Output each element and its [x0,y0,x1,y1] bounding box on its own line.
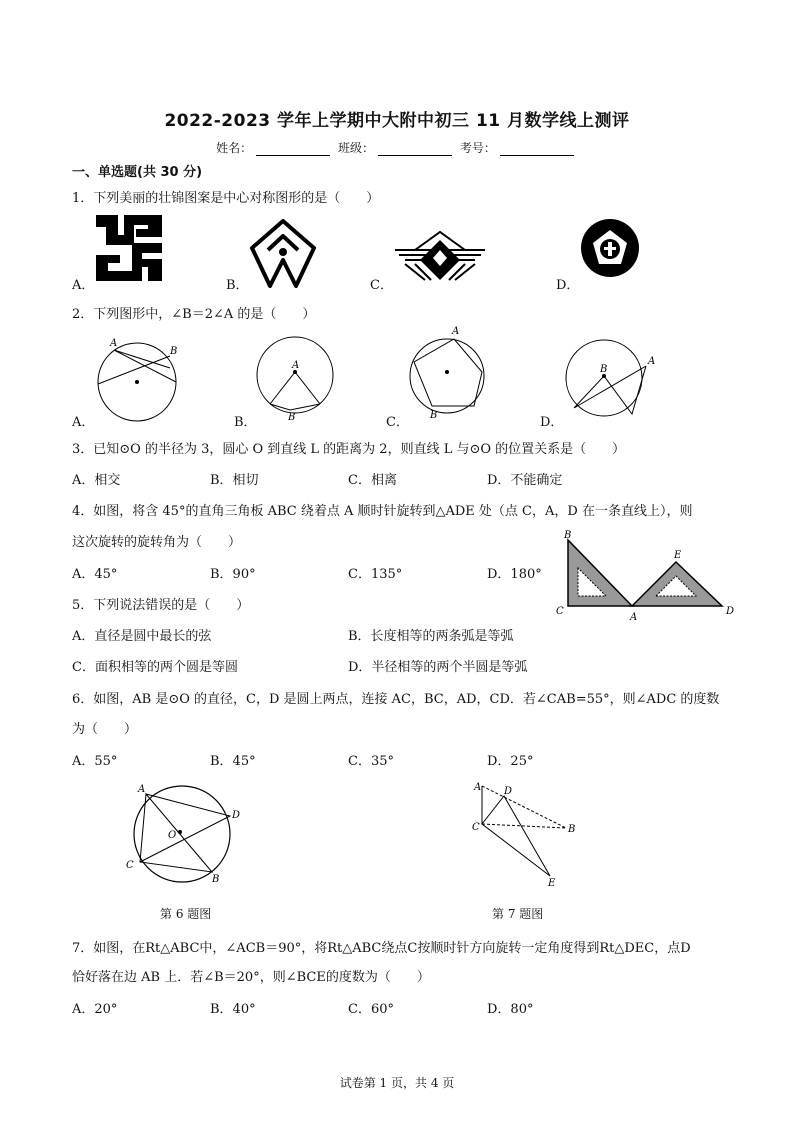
q4-point-a: A [630,612,638,623]
q2-label-b[interactable]: B． [234,415,257,430]
q1-label-a[interactable]: A． [72,278,95,293]
q2-label-d[interactable]: D． [540,415,564,430]
q6-point-b: B [212,874,220,885]
id-blank[interactable] [500,143,574,156]
q4-option-c[interactable]: C．135° [348,567,403,582]
q7-option-b[interactable]: B．40° [210,1002,256,1017]
q6-stem-line2: 为（ ） [72,722,138,737]
name-label: 姓名： [216,141,253,155]
section-heading: 一、单选题(共 30 分) [72,165,203,180]
q2-figure-c [404,324,490,420]
q2a-point-a: A [110,338,118,349]
q6-option-d[interactable]: D．25° [487,754,534,769]
q6-option-b[interactable]: B．45° [210,754,256,769]
name-blank[interactable] [256,143,330,156]
q7-figure [468,780,588,890]
q4-point-e: E [674,550,682,561]
q5-option-c[interactable]: C．面积相等的两个圆是等圆 [72,660,238,675]
fig7-caption: 第 7 题图 [492,907,544,921]
page-title: 2022-2023 学年上学期中大附中初三 11 月数学线上测评 [164,111,630,131]
q2c-point-b: B [430,410,438,420]
q4-figure [552,526,742,626]
q2-label-a[interactable]: A． [72,415,95,430]
q1-label-c[interactable]: C． [370,278,393,293]
q5-option-b[interactable]: B．长度相等的两条弧是等弧 [348,629,514,644]
q2d-point-b: B [600,364,608,375]
q2-figure-b [252,330,338,420]
q4-stem-line1: 4．如图，将含 45°的直角三角板 ABC 绕着点 A 顺时针旋转到△ADE 处（点 C，A，D 在一条直线上），则 [72,504,693,519]
q2d-point-a: A [648,356,656,367]
class-blank[interactable] [378,143,452,156]
q7-stem-line1: 7．如图，在Rt△ABC中，∠ACB＝90°，将Rt△ABC绕点C按顺时针方向旋转一定角度得到Rt△DEC，点D [72,941,691,956]
q2b-point-a: A [292,360,300,371]
class-label: 班级： [337,141,374,155]
q1-label-d[interactable]: D． [556,278,580,293]
q3-option-b[interactable]: B．相切 [210,473,259,488]
q4-option-a[interactable]: A．45° [72,567,118,582]
q1-label-b[interactable]: B． [226,278,249,293]
q4-point-b: B [564,530,572,541]
q4-point-d: D [726,606,735,617]
q4-stem-line2: 这次旋转的旋转角为（ ） [72,535,242,550]
id-label: 考号： [459,141,496,155]
q2-figure-a [92,332,182,422]
q2-label-c[interactable]: C． [386,415,409,430]
q3-option-d[interactable]: D．不能确定 [487,473,563,488]
q1-pattern-d-icon [580,218,640,278]
fig6-caption: 第 6 题图 [160,907,212,921]
q1-pattern-b-icon [248,218,318,288]
q2-figure-d [560,332,660,422]
q6-option-a[interactable]: A．55° [72,754,118,769]
q1-pattern-a-icon [96,215,162,281]
q5-option-d[interactable]: D．半径相等的两个半圆是等弧 [348,660,528,675]
q2c-point-a: A [452,326,460,337]
page-footer: 试卷第 1 页，共 4 页 [339,1076,455,1090]
q6-stem-line1: 6．如图，AB 是⊙O 的直径，C，D 是圆上两点，连接 AC，BC，AD，CD．若∠CAB=55°，则∠ADC 的度数 [72,692,720,707]
q4-option-b[interactable]: B．90° [210,567,256,582]
q6-point-o: O [168,830,177,841]
q6-point-a: A [138,784,146,795]
student-info-line [0,139,794,156]
q2a-point-b: B [170,346,178,357]
q6-point-c: C [126,860,134,871]
q4-point-c: C [556,606,564,617]
q2-stem: 2．下列图形中，∠B＝2∠A 的是（ ） [72,307,316,322]
q5-stem: 5．下列说法错误的是（ ） [72,598,250,613]
q7-point-c: C [472,822,480,833]
q3-option-a[interactable]: A．相交 [72,473,121,488]
q7-point-a: A [474,782,482,793]
q3-option-c[interactable]: C．相离 [348,473,397,488]
q1-pattern-c-icon [395,222,485,282]
q3-stem: 3．已知⊙O 的半径为 3，圆心 O 到直线 L 的距离为 2，则直线 L 与⊙O 的位置关系是（ ） [72,442,626,457]
q7-stem-line2: 恰好落在边 AB 上．若∠B＝20°，则∠BCE的度数为（ ） [72,970,430,985]
q1-stem: 1．下列美丽的壮锦图案是中心对称图形的是（ ） [72,191,380,206]
q7-point-b: B [568,824,576,835]
q7-point-d: D [504,786,513,797]
q4-option-d[interactable]: D．180° [487,567,542,582]
q2b-point-b: B [288,412,296,420]
q6-option-c[interactable]: C．35° [348,754,394,769]
q7-option-a[interactable]: A．20° [72,1002,118,1017]
q7-point-e: E [548,878,556,889]
q6-figure [122,780,252,890]
q6-point-d: D [232,810,241,821]
q7-option-d[interactable]: D．80° [487,1002,534,1017]
q5-option-a[interactable]: A．直径是圆中最长的弦 [72,629,212,644]
q7-option-c[interactable]: C．60° [348,1002,394,1017]
